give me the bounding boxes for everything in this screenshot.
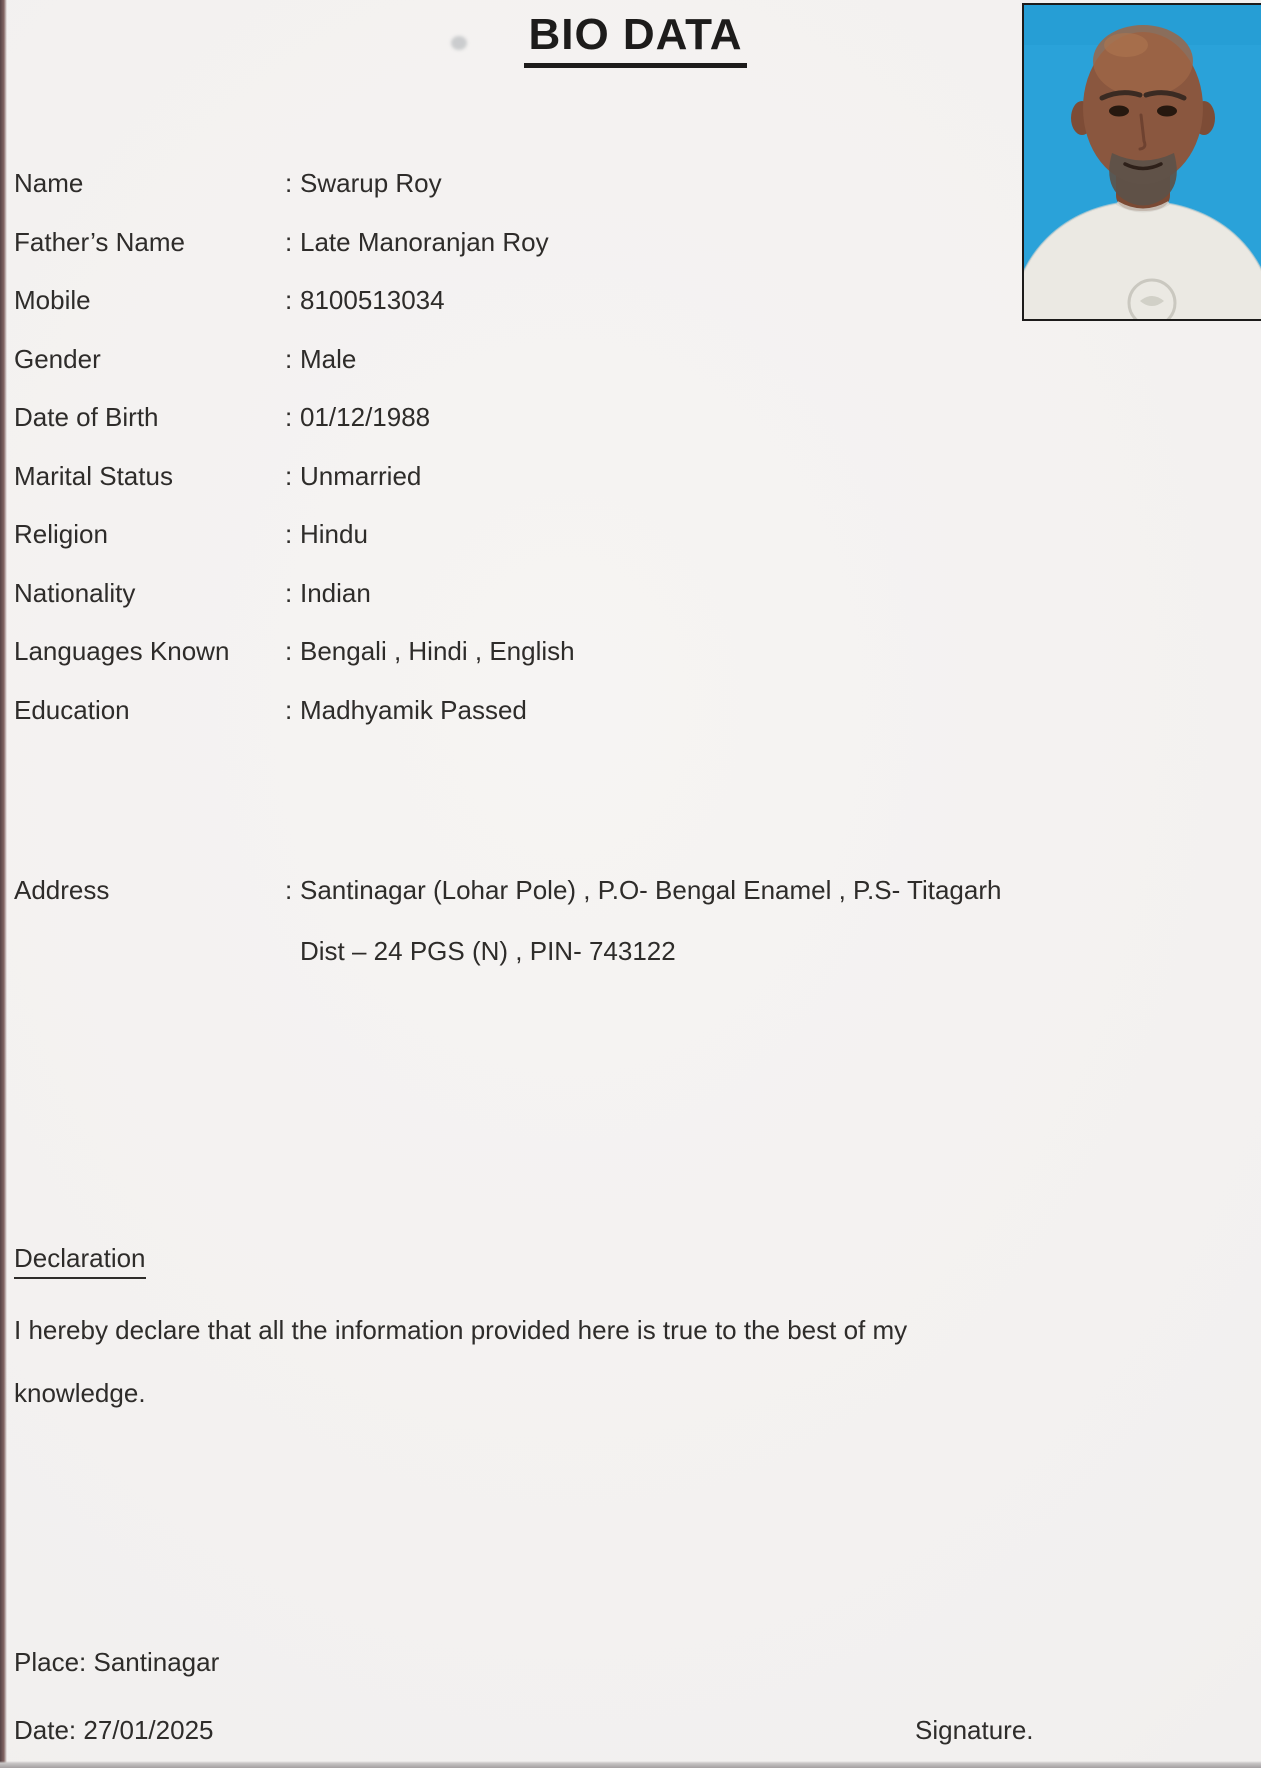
field-colon: : — [285, 636, 293, 666]
page-title: BIO DATA — [524, 10, 746, 68]
field-row-nationality — [14, 579, 914, 638]
field-label: Religion — [14, 519, 108, 549]
field-value: Madhyamik Passed — [300, 694, 527, 725]
scan-edge-left — [0, 0, 7, 1768]
declaration-line-1: I hereby declare that all the information provided here is true to the best of my — [14, 1315, 908, 1345]
field-value: Late Manoranjan Roy — [300, 226, 549, 257]
declaration-heading: Declaration — [14, 1244, 146, 1279]
field-row-languages-known — [14, 637, 914, 696]
field-value: Bengali , Hindi , English — [300, 636, 575, 666]
field-label: Mobile — [14, 285, 91, 315]
field-row-education — [14, 696, 914, 755]
address-line-2: Dist – 24 PGS (N) , PIN- 743122 — [300, 935, 676, 966]
field-row-date-of-birth — [14, 403, 914, 462]
field-label: Languages Known — [14, 636, 230, 666]
bio-fields — [14, 169, 914, 754]
address-section — [14, 876, 1174, 967]
field-colon: : — [285, 694, 293, 725]
address-line-1: Santinagar (Lohar Pole) , P.O- Bengal Enamel , P.S- Titagarh — [300, 875, 1002, 905]
field-label: Father’s Name — [14, 226, 185, 257]
field-row-religion — [14, 520, 914, 579]
declaration-text — [14, 1316, 1194, 1409]
date-line: Date: 27/01/2025 — [14, 1715, 214, 1745]
field-colon: : — [285, 577, 293, 608]
field-label: Date of Birth — [14, 402, 159, 432]
field-row-mobile — [14, 286, 914, 345]
field-value: 01/12/1988 — [300, 402, 431, 432]
field-label: Marital Status — [14, 460, 173, 491]
field-row-gender — [14, 345, 914, 404]
field-label: Education — [14, 694, 130, 725]
field-row-name — [14, 169, 914, 228]
scan-edge-bottom — [0, 1761, 1261, 1768]
field-colon: : — [285, 226, 293, 257]
field-value: Male — [300, 343, 357, 374]
field-colon: : — [285, 285, 293, 315]
address-label: Address — [14, 875, 110, 905]
place-line: Place: Santinagar — [14, 1647, 220, 1677]
declaration-line-2: knowledge. — [14, 1377, 146, 1408]
field-colon: : — [285, 343, 293, 374]
field-colon: : — [285, 460, 293, 491]
field-colon: : — [285, 519, 293, 549]
field-label: Gender — [14, 343, 101, 374]
signature-label: Signature. — [915, 1715, 1034, 1745]
field-value: Swarup Roy — [300, 168, 442, 198]
portrait-photo-graphic — [1024, 5, 1261, 321]
field-row-marital-status — [14, 462, 914, 521]
field-value: Hindu — [300, 519, 368, 549]
field-colon: : — [285, 168, 293, 198]
field-colon: : — [285, 402, 293, 432]
address-value — [300, 876, 1174, 967]
address-colon: : — [285, 875, 293, 905]
field-value: 8100513034 — [300, 285, 445, 315]
field-value: Indian — [300, 577, 371, 608]
field-value: Unmarried — [300, 460, 422, 491]
passport-photo — [1022, 3, 1261, 321]
field-label: Nationality — [14, 577, 136, 608]
field-row-fathers-name — [14, 228, 914, 287]
field-label: Name — [14, 168, 84, 198]
